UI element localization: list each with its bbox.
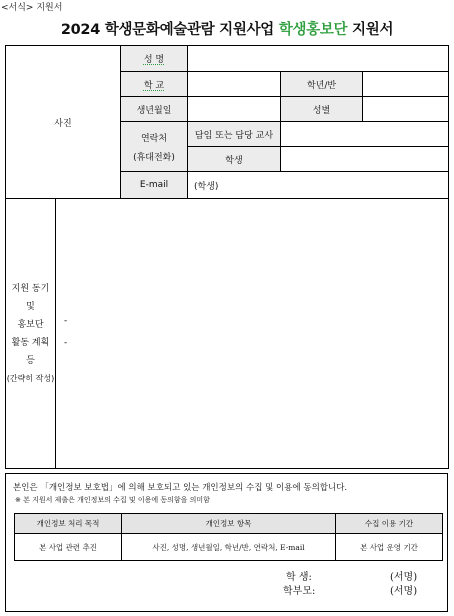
motivation-line: 등 [26, 355, 35, 366]
title-suffix: 지원서 [347, 22, 394, 38]
page-title [0, 18, 454, 39]
teacher-field[interactable] [281, 122, 449, 147]
contact-label-line2: (휴대전화) [133, 152, 175, 163]
email-field[interactable] [188, 172, 449, 199]
motivation-line: 활동 계획 [11, 337, 50, 348]
motivation-bullet: - [64, 337, 68, 348]
student-label: 학생 [188, 147, 281, 172]
school-field[interactable] [188, 72, 281, 97]
birth-label: 생년월일 [121, 97, 188, 122]
privacy-table [14, 513, 443, 561]
contact-label [121, 122, 188, 172]
motivation-line: 홍보단 [17, 319, 44, 330]
consent-statement: 본인은 「개인정보 보호법」에 의해 보호되고 있는 개인정보의 수집 및 이용에 동의합니다. [13, 483, 348, 493]
photo-label: 사진 [54, 118, 72, 129]
application-table [5, 45, 449, 469]
name-field[interactable] [188, 46, 449, 72]
form-label: <서식> 지원서 [1, 3, 63, 13]
privacy-header-items: 개인정보 항목 [122, 514, 336, 534]
title-prefix: 2024 학생문화예술관람 지원사업 [60, 22, 279, 38]
gender-label: 성별 [281, 97, 363, 122]
email-label: E-mail [121, 172, 188, 199]
grade-class-label: 학년/반 [281, 72, 363, 97]
parent-signature-field[interactable]: (서명) [390, 586, 418, 597]
privacy-cell-purpose: 본 사업 관련 추진 [15, 534, 122, 561]
student-signature-label: 학 생: [286, 572, 312, 583]
email-field-note: (학생) [194, 181, 219, 192]
contact-label-line1: 연락처 [140, 133, 168, 144]
photo-cell[interactable] [6, 46, 121, 199]
student-signature-field[interactable]: (서명) [390, 572, 418, 583]
privacy-header-purpose: 개인정보 처리 목적 [15, 514, 122, 534]
motivation-area[interactable] [121, 199, 449, 469]
grade-class-field[interactable] [363, 72, 449, 97]
student-field[interactable] [281, 147, 449, 172]
privacy-cell-period: 본 사업 운영 기간 [336, 534, 443, 561]
consent-note: ※ 본 지원서 제출은 개인정보의 수집 및 이용에 동의함을 의미함 [15, 496, 210, 504]
parent-signature-label: 학부모: [283, 586, 316, 597]
consent-box [5, 473, 448, 612]
name-label: 성 명 [121, 46, 188, 72]
privacy-header-period: 수집 이용 기간 [336, 514, 443, 534]
motivation-note: (간략히 작성) [6, 373, 55, 383]
motivation-bullet: - [64, 315, 68, 326]
privacy-cell-items: 사진, 성명, 생년월일, 학년/반, 연락처, E-mail [122, 534, 336, 561]
motivation-line: 및 [26, 301, 35, 312]
birth-field[interactable] [188, 97, 281, 122]
title-highlight: 학생홍보단 [278, 22, 348, 38]
motivation-field[interactable] [56, 199, 121, 468]
motivation-line: 지원 동기 [11, 283, 50, 294]
school-label: 학 교 [121, 72, 188, 97]
motivation-label [6, 199, 121, 469]
teacher-label: 담임 또는 담당 교사 [188, 122, 281, 147]
gender-field[interactable] [363, 97, 449, 122]
